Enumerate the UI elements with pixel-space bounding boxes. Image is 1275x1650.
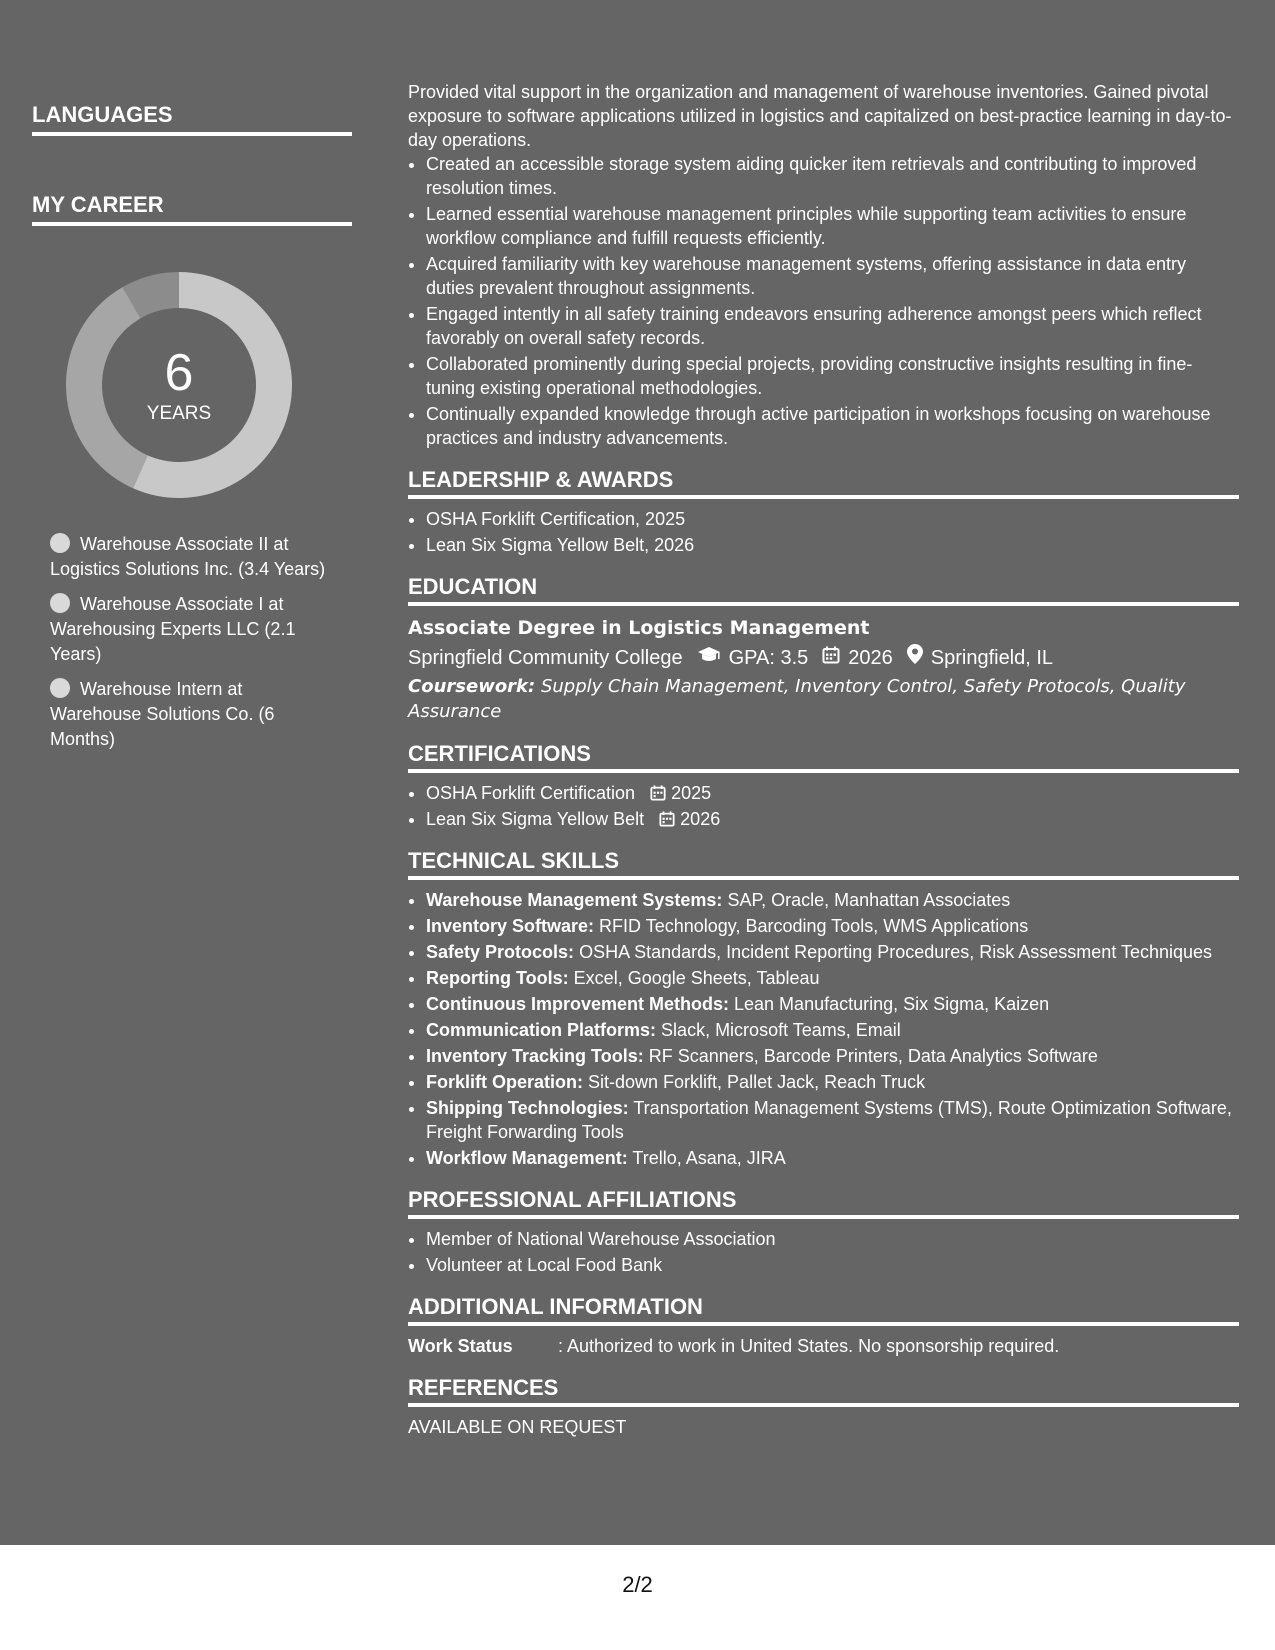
- certification-item: [426, 781, 1239, 805]
- skill-value: Slack, Microsoft Teams, Email: [661, 1020, 901, 1040]
- experience-bullet: • Engaged intently in all safety training endeavors ensuring adherence amongst peers which reflect favorably on overall safety records.: [426, 302, 1239, 350]
- skill-value: RF Scanners, Barcode Printers, Data Analytics Software: [648, 1046, 1098, 1066]
- certifications-list: [408, 781, 1239, 831]
- leadership-item: • Lean Six Sigma Yellow Belt, 2026: [426, 533, 1239, 557]
- skill-value: Transportation Management Systems (TMS), Route Optimization Software, Freight Forwarding Tools: [426, 1098, 1232, 1142]
- skill-value: Lean Manufacturing, Six Sigma, Kaizen: [734, 994, 1050, 1014]
- work-status-label: Work Status: [408, 1336, 513, 1356]
- experience-bullet: • Acquired familiarity with key warehouse management systems, offering assistance in data entry duties prevalent throughout assignments.: [426, 252, 1239, 300]
- skill-label: Reporting Tools:: [426, 968, 569, 988]
- certification-name: OSHA Forklift Certification: [426, 783, 636, 803]
- affiliation-item: • Member of National Warehouse Association: [426, 1227, 1239, 1251]
- education-degree: Associate Degree in Logistics Management: [408, 617, 870, 639]
- certification-year: 2025: [671, 783, 712, 803]
- education-details: [408, 642, 1239, 674]
- experience-bullet: • Collaborated prominently during special projects, providing constructive insights resulting in fine-tuning existing operational methodologies.: [426, 352, 1239, 400]
- experience-bullet: • Learned essential warehouse management principles while supporting team activities to ensure workflow compliance and fulfill requests efficiently.: [426, 202, 1239, 250]
- work-status-value: : Authorized to work in United States. No sponsorship required.: [558, 1336, 1060, 1356]
- certification-year: 2026: [680, 809, 721, 829]
- coursework-label: Coursework:: [408, 676, 536, 697]
- education-school: Springfield Community College: [408, 647, 683, 669]
- page-number: 2/2: [622, 1572, 653, 1597]
- certifications-heading: CERTIFICATIONS: [408, 742, 1239, 773]
- skill-item: [426, 966, 1239, 990]
- graduation-cap-icon: [697, 642, 721, 674]
- leadership-list: [408, 507, 1239, 557]
- career-years-unit: YEARS: [146, 403, 212, 424]
- coursework-text: Supply Chain Management, Inventory Control, Safety Protocols, Quality Assurance: [408, 676, 1186, 722]
- skill-item: [426, 1096, 1239, 1144]
- skill-label: Forklift Operation:: [426, 1072, 583, 1092]
- work-status-row: [408, 1334, 1239, 1358]
- skill-value: RFID Technology, Barcoding Tools, WMS Applications: [599, 916, 1029, 936]
- career-heading: MY CAREER: [32, 192, 352, 226]
- career-item: [50, 677, 330, 752]
- leadership-item: • OSHA Forklift Certification, 2025: [426, 507, 1239, 531]
- skills-heading: TECHNICAL SKILLS: [408, 849, 1239, 880]
- affiliations-heading: PROFESSIONAL AFFILIATIONS: [408, 1188, 1239, 1219]
- skill-value: Trello, Asana, JIRA: [632, 1148, 786, 1168]
- skill-item: [426, 914, 1239, 938]
- experience-bullets: [408, 152, 1239, 450]
- career-item: [50, 532, 330, 582]
- experience-bullet: • Continually expanded knowledge through active participation in workshops focusing on warehouse practices and industry advancements.: [426, 402, 1239, 450]
- references-text: AVAILABLE ON REQUEST: [408, 1417, 627, 1437]
- calendar-icon: [650, 783, 666, 803]
- references-heading: REFERENCES: [408, 1376, 1239, 1407]
- skill-label: Communication Platforms:: [426, 1020, 657, 1040]
- additional-info-heading: ADDITIONAL INFORMATION: [408, 1295, 1239, 1326]
- skill-item: [426, 888, 1239, 912]
- skill-label: Inventory Software:: [426, 916, 595, 936]
- education-coursework: [408, 674, 1239, 724]
- education-gpa: GPA: 3.5: [728, 647, 809, 669]
- career-item-label: Warehouse Associate II at Logistics Solutions Inc. (3.4 Years): [50, 534, 326, 579]
- skill-value: SAP, Oracle, Manhattan Associates: [727, 890, 1011, 910]
- calendar-icon: [822, 642, 840, 674]
- career-years-value: 6: [164, 344, 194, 402]
- skill-label: Workflow Management:: [426, 1148, 628, 1168]
- skill-label: Warehouse Management Systems:: [426, 890, 723, 910]
- map-pin-icon: [907, 642, 923, 674]
- skill-item: [426, 1146, 1239, 1170]
- career-item-label: Warehouse Associate I at Warehousing Experts LLC (2.1 Years): [50, 594, 296, 664]
- main-column: [408, 80, 1239, 1439]
- skill-value: Excel, Google Sheets, Tableau: [573, 968, 820, 988]
- career-item-label: Warehouse Intern at Warehouse Solutions Co. (6 Months): [50, 679, 275, 749]
- skill-item: [426, 1044, 1239, 1068]
- skill-label: Continuous Improvement Methods:: [426, 994, 729, 1014]
- affiliation-item: • Volunteer at Local Food Bank: [426, 1253, 1239, 1277]
- leadership-heading: LEADERSHIP & AWARDS: [408, 468, 1239, 499]
- career-list: [50, 532, 330, 762]
- education-location: Springfield, IL: [930, 647, 1054, 669]
- bullet-dot-icon: [50, 533, 70, 553]
- skill-item: [426, 992, 1239, 1016]
- donut-center: [66, 272, 292, 498]
- bullet-dot-icon: [50, 593, 70, 613]
- skill-value: OSHA Standards, Incident Reporting Procedures, Risk Assessment Techniques: [579, 942, 1213, 962]
- experience-intro: Provided vital support in the organization and management of warehouse inventories. Gained pivotal exposure to software applications utilized in logistics and capitalized on best-practice learning in day-to-day operations.: [408, 82, 1232, 150]
- skill-label: Safety Protocols:: [426, 942, 575, 962]
- bullet-dot-icon: [50, 678, 70, 698]
- skill-label: Inventory Tracking Tools:: [426, 1046, 644, 1066]
- skill-label: Shipping Technologies:: [426, 1098, 629, 1118]
- skill-value: Sit-down Forklift, Pallet Jack, Reach Truck: [588, 1072, 926, 1092]
- certification-name: Lean Six Sigma Yellow Belt: [426, 809, 645, 829]
- education-year: 2026: [848, 647, 893, 669]
- certification-item: [426, 807, 1239, 831]
- skill-item: [426, 1070, 1239, 1094]
- calendar-icon: [659, 809, 675, 829]
- career-donut-chart: [66, 272, 292, 498]
- career-item: [50, 592, 330, 667]
- experience-bullet: • Created an accessible storage system aiding quicker item retrievals and contributing to improved resolution times.: [426, 152, 1239, 200]
- affiliations-list: [408, 1227, 1239, 1277]
- languages-heading: LANGUAGES: [32, 102, 352, 136]
- skills-list: [408, 888, 1239, 1170]
- skill-item: [426, 940, 1239, 964]
- education-heading: EDUCATION: [408, 575, 1239, 606]
- skill-item: [426, 1018, 1239, 1042]
